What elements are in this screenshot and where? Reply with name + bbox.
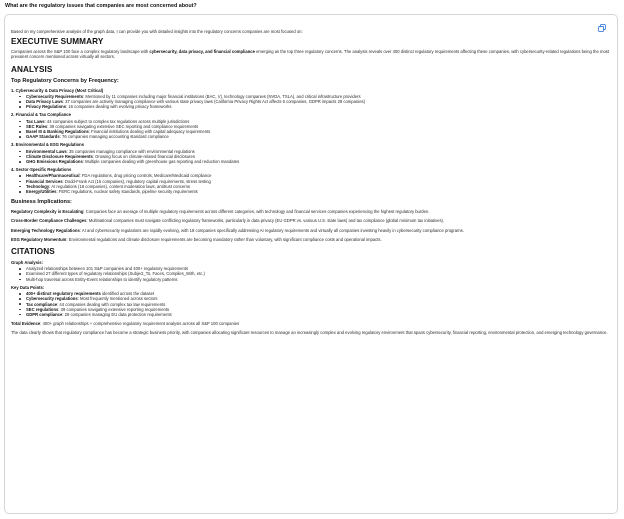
list-item: Energy/Utilities: FERC regulations, nuclear safety standards, pipeline security requirements <box>26 189 613 194</box>
key-data-points-list <box>11 291 613 317</box>
implication-paragraph: Emerging Technology Regulations: AI and cybersecurity regulations are rapidly evolving, with 18 companies specifically addressing AI regulatory requirements and virtually all companies investing heavily in cybersecurity compliance programs. <box>11 227 464 233</box>
analysis-heading: ANALYSIS <box>11 64 53 74</box>
list-item: Cybersecurity Requirements: Mentioned by 11 companies including major financial institutions (BAC, V), technology companies (NVDA, TSLA), and critical infrastructure providers <box>26 94 613 99</box>
list-item: SEC regulations: 39 companies navigating extensive reporting requirements <box>26 307 613 312</box>
list-item: SEC Rules: 39 companies navigating extensive SEC reporting and compliance requirements <box>26 124 613 129</box>
list-item: Multi-hop traversal across Entity-Event relationships to identify regulatory patterns <box>26 277 613 282</box>
group-list-environmental <box>11 149 613 165</box>
group-heading-environmental: 3. Environmental & ESG Regulations <box>11 142 85 148</box>
graph-analysis-list <box>11 266 613 282</box>
group-heading-sector: 4. Sector-Specific Regulations <box>11 167 72 173</box>
list-item: Privacy Regulations: 16 companies dealing with evolving privacy frameworks <box>26 104 613 109</box>
user-question: What are the regulatory issues that companies are most concerned about? <box>5 3 197 9</box>
list-item: GDPR compliance: 29 companies managing EU data protection requirements <box>26 312 613 317</box>
closing-paragraph: The data clearly shows that regulatory compliance has become a strategic business priority, with companies allocating significant resources to manage an increasingly complex and evolving regulatory environment that spans cybersecurity, financial reporting, environmental protection, and emerging technology governance. <box>11 330 608 336</box>
group-list-cybersecurity <box>11 94 613 110</box>
analysis-subtitle: Top Regulatory Concerns by Frequency: <box>11 77 119 84</box>
list-item: Environmental Laws: 35 companies managing compliance with environmental regulations <box>26 149 613 154</box>
list-item: Basel III & Banking Regulations: Financial institutions dealing with capital adequacy requirements <box>26 129 613 134</box>
list-item: GAAP Standards: 76 companies managing accounting standard compliance <box>26 134 613 139</box>
total-evidence: Total Evidence: 400+ graph relationships + comprehensive regulatory requirement analysis across all S&P 100 companies <box>11 321 240 327</box>
implication-paragraph: Regulatory Complexity is Escalating: Companies face an average of multiple regulatory requirements across different categories, with technology and financial services companies experiencing the highest regulatory burden. <box>11 209 430 215</box>
list-item: Healthcare/Pharmaceutical: FDA regulations, drug pricing controls, Medicare/Medicaid compliance <box>26 173 613 178</box>
executive-summary-text: Companies across the S&P 100 face a complex regulatory landscape with cybersecurity, data privacy, and financial compliance emerging as the top three regulatory concerns. The analysis reveals over 400 distinct regulatory requirements affecting these companies, with cybersecurity-related regulations being the most prevalent concern mentioned across virtually all sectors. <box>11 49 610 60</box>
citations-heading: CITATIONS <box>11 247 55 257</box>
implication-paragraph: Cross-Border Compliance Challenges: Multinational companies must navigate conflicting regulatory frameworks, particularly in data privacy (EU GDPR vs. various U.S. state laws) and tax compliance (global minimum tax initiatives). <box>11 218 445 224</box>
intro-text: Based on my comprehensive analysis of the graph data, I can provide you with detailed insights into the regulatory concerns companies are most focused on: <box>11 29 303 34</box>
list-item: Tax compliance: 44 companies dealing with complex tax law requirements <box>26 302 613 307</box>
list-item: 400+ distinct regulatory requirements identified across the dataset <box>26 291 613 296</box>
graph-analysis-heading: Graph Analysis: <box>11 260 43 266</box>
list-item: Financial Services: Dodd-Frank Act (15 companies), regulatory capital requirements, stress testing <box>26 179 613 184</box>
list-item: GHG Emissions Regulations: Multiple companies dealing with greenhouse gas reporting and reduction mandates <box>26 159 613 164</box>
executive-summary-heading: EXECUTIVE SUMMARY <box>11 37 104 47</box>
list-item: Tax Laws: 44 companies subject to complex tax regulations across multiple jurisdictions <box>26 119 613 124</box>
list-item: Analyzed relationships between 101 S&P companies and 400+ regulatory requirements <box>26 266 613 271</box>
list-item: Climate Disclosure Requirements: Growing focus on climate-related financial disclosures <box>26 154 613 159</box>
list-item: Examined 27 different types of regulatory relationships (Subject_To, Faces, Complies_With, etc.) <box>26 271 613 276</box>
list-item: Cybersecurity regulations: Most frequently mentioned across sectors <box>26 296 613 301</box>
list-item: Data Privacy Laws: 37 companies are actively managing compliance with various state privacy laws (California Privacy Rights Act affects 6 companies, GDPR impacts 29 companies) <box>26 99 613 104</box>
list-item: Technology: AI regulations (18 companies), content moderation laws, antitrust concerns <box>26 184 613 189</box>
group-list-financial <box>11 119 613 140</box>
group-heading-financial: 2. Financial & Tax Compliance <box>11 112 71 118</box>
implication-paragraph: ESG Regulatory Momentum: Environmental regulations and climate disclosure requirements are becoming mandatory rather than voluntary, with significant compliance costs and operational impacts. <box>11 236 382 242</box>
group-list-sector <box>11 173 613 194</box>
key-data-points-heading: Key Data Points: <box>11 284 45 290</box>
response-content <box>11 29 613 336</box>
group-heading-cybersecurity: 1. Cybersecurity & Data Privacy (Most Critical) <box>11 87 104 93</box>
business-implications-heading: Business Implications: <box>11 199 72 206</box>
